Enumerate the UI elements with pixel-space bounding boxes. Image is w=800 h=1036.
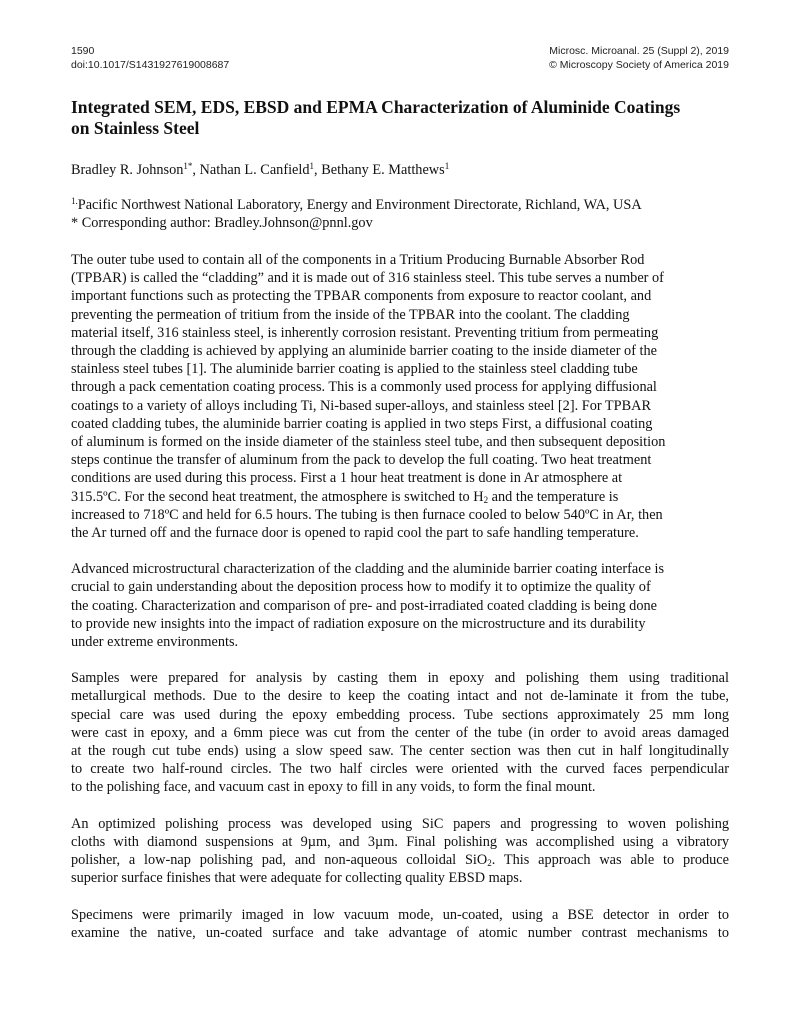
copyright: © Microscopy Society of America 2019 bbox=[549, 59, 729, 71]
title-line-2: on Stainless Steel bbox=[71, 118, 200, 138]
text-line: through the cladding is achieved by applying an aluminide barrier coating to the inside diameter of the bbox=[71, 343, 657, 360]
text-span: 315.5ºC. For the second heat treatment, the atmosphere is switched to H bbox=[71, 488, 484, 505]
journal-citation: Microsc. Microanal. 25 (Suppl 2), 2019 bbox=[549, 45, 729, 57]
text-line: An optimized polishing process was developed using SiC papers and progressing to woven polishing bbox=[71, 815, 729, 832]
header-left bbox=[71, 44, 229, 72]
text-line: increased to 718ºC and held for 6.5 hours. The tubing is then furnace cooled to below 540ºC in Ar, then bbox=[71, 506, 663, 523]
text-line: superior surface finishes that were adequate for collecting quality EBSD maps. bbox=[71, 870, 523, 887]
affiliation-line bbox=[71, 196, 729, 214]
header-right bbox=[549, 44, 729, 72]
text-line: to the polishing face, and vacuum cast in epoxy to fill in any voids, to form the final mount. bbox=[71, 779, 596, 796]
affiliations bbox=[71, 196, 729, 232]
author-list: Bradley R. Johnson$^{1*}$, Nathan L. Canfield$^1$, Bethany E. Matthews$^1$ bbox=[71, 161, 450, 178]
text-line: Advanced microstructural characterization of the cladding and the aluminide barrier coating interface is bbox=[71, 561, 665, 578]
text-span: and the temperature is bbox=[488, 488, 619, 505]
subscript: 2 bbox=[483, 494, 489, 505]
text-line: coatings to a variety of alloys including Ti, Ni-based super-alloys, and stainless steel [2]. For TPBAR bbox=[71, 397, 651, 414]
text-line: the Ar turned off and the furnace door is opened to rapid cool the part to safe handling temperature. bbox=[71, 525, 639, 542]
text-line bbox=[71, 488, 729, 506]
text-line: preventing the permeation of tritium from the inside of the TPBAR into the coolant. The cladding bbox=[71, 306, 630, 323]
paragraph-1 bbox=[71, 251, 729, 542]
paper-title bbox=[71, 97, 729, 139]
paragraph-4 bbox=[71, 815, 729, 888]
text-line: at the rough cut tube ends) using a slow speed saw. The center section was then cut in half longitudinally bbox=[71, 743, 729, 760]
paragraph-3 bbox=[71, 669, 729, 796]
text-span: polisher, a low-nap polishing pad, and non-aqueous colloidal SiO bbox=[71, 852, 488, 869]
author-affil-marker: 1* bbox=[183, 161, 193, 171]
author-name: Bradley R. Johnson bbox=[71, 162, 184, 178]
text-line: conditions are used during this process. First a 1 hour heat treatment is done in Ar atmosphere at bbox=[71, 470, 623, 487]
text-line: of aluminum is formed on the inside diameter of the stainless steel tube, and then subsequent deposition bbox=[71, 434, 666, 451]
text-line: through a pack cementation coating process. This is a commonly used process for applying diffusional bbox=[71, 379, 657, 396]
text-line: Samples were prepared for analysis by casting them in epoxy and polishing them using traditional bbox=[71, 670, 729, 687]
text-line bbox=[71, 851, 729, 869]
text-line: cloths with diamond suspensions at 9µm, and 3µm. Final polishing was accomplished using a vibratory bbox=[71, 833, 729, 850]
doi: doi:10.1017/S1431927619008687 bbox=[71, 59, 230, 71]
text-line: steps continue the transfer of aluminum from the pack to develop the full coating. Two heat treatment bbox=[71, 452, 652, 469]
text-span: . This approach was able to produce bbox=[491, 852, 729, 869]
author-name: Bethany E. Matthews bbox=[321, 162, 445, 178]
text-line: under extreme environments. bbox=[71, 634, 239, 651]
text-line: Specimens were primarily imaged in low vacuum mode, un-coated, using a BSE detector in order to bbox=[71, 906, 729, 923]
corresponding-author: * Corresponding author: Bradley.Johnson@pnnl.gov bbox=[71, 215, 373, 231]
text-line: crucial to gain understanding about the deposition process how to modify it to optimize the quality of bbox=[71, 579, 651, 596]
text-line: stainless steel tubes [1]. The aluminide barrier coating is applied to the stainless steel cladding tube bbox=[71, 361, 638, 378]
paper-page bbox=[71, 44, 729, 942]
author-affil-marker: 1 bbox=[309, 161, 315, 171]
text-line: coated cladding tubes, the aluminide barrier coating is applied in two steps First, a diffusional coating bbox=[71, 415, 653, 432]
page-number: 1590 bbox=[71, 45, 95, 57]
text-line: (TPBAR) is called the “cladding” and it is made out of 316 stainless steel. This tube serves a number of bbox=[71, 270, 664, 287]
text-line: were cast in epoxy, and a 6mm piece was cut from the center of the tube (in order to avoid areas damaged bbox=[71, 724, 729, 741]
author-affil-marker: 1 bbox=[444, 161, 450, 171]
affiliation-marker: 1. bbox=[71, 196, 78, 206]
text-line: important functions such as protecting the TPBAR components from exposure to reactor coolant, and bbox=[71, 288, 652, 305]
paragraph-5 bbox=[71, 906, 729, 942]
title-line-1: Integrated SEM, EDS, EBSD and EPMA Characterization of Aluminide Coatings bbox=[71, 97, 681, 117]
text-line: The outer tube used to contain all of the components in a Tritium Producing Burnable Absorber Rod bbox=[71, 252, 645, 268]
text-line: to provide new insights into the impact of radiation exposure on the microstructure and its durability bbox=[71, 615, 646, 632]
text-line: material itself, 316 stainless steel, is inherently corrosion resistant. Preventing tritium from permeating bbox=[71, 324, 659, 341]
text-line: the coating. Characterization and comparison of pre- and post-irradiated coated cladding is being done bbox=[71, 597, 657, 614]
subscript: 2 bbox=[487, 858, 492, 869]
text-line: special care was used during the epoxy embedding process. Tube sections approximately 25 mm long bbox=[71, 706, 729, 723]
text-line: examine the native, un-coated surface and take advantage of atomic number contrast mechanisms to bbox=[71, 924, 729, 941]
affiliation-text: Pacific Northwest National Laboratory, Energy and Environment Directorate, Richland, WA, USA bbox=[77, 197, 642, 213]
running-header bbox=[71, 44, 729, 72]
paragraph-2 bbox=[71, 560, 729, 651]
text-line: to create two half-round circles. The two half circles were oriented with the curved faces perpendicular bbox=[71, 761, 729, 778]
author-name: Nathan L. Canfield bbox=[199, 162, 310, 178]
text-line: metallurgical methods. Due to the desire to keep the coating intact and not de-laminate it from the tube, bbox=[71, 688, 729, 705]
